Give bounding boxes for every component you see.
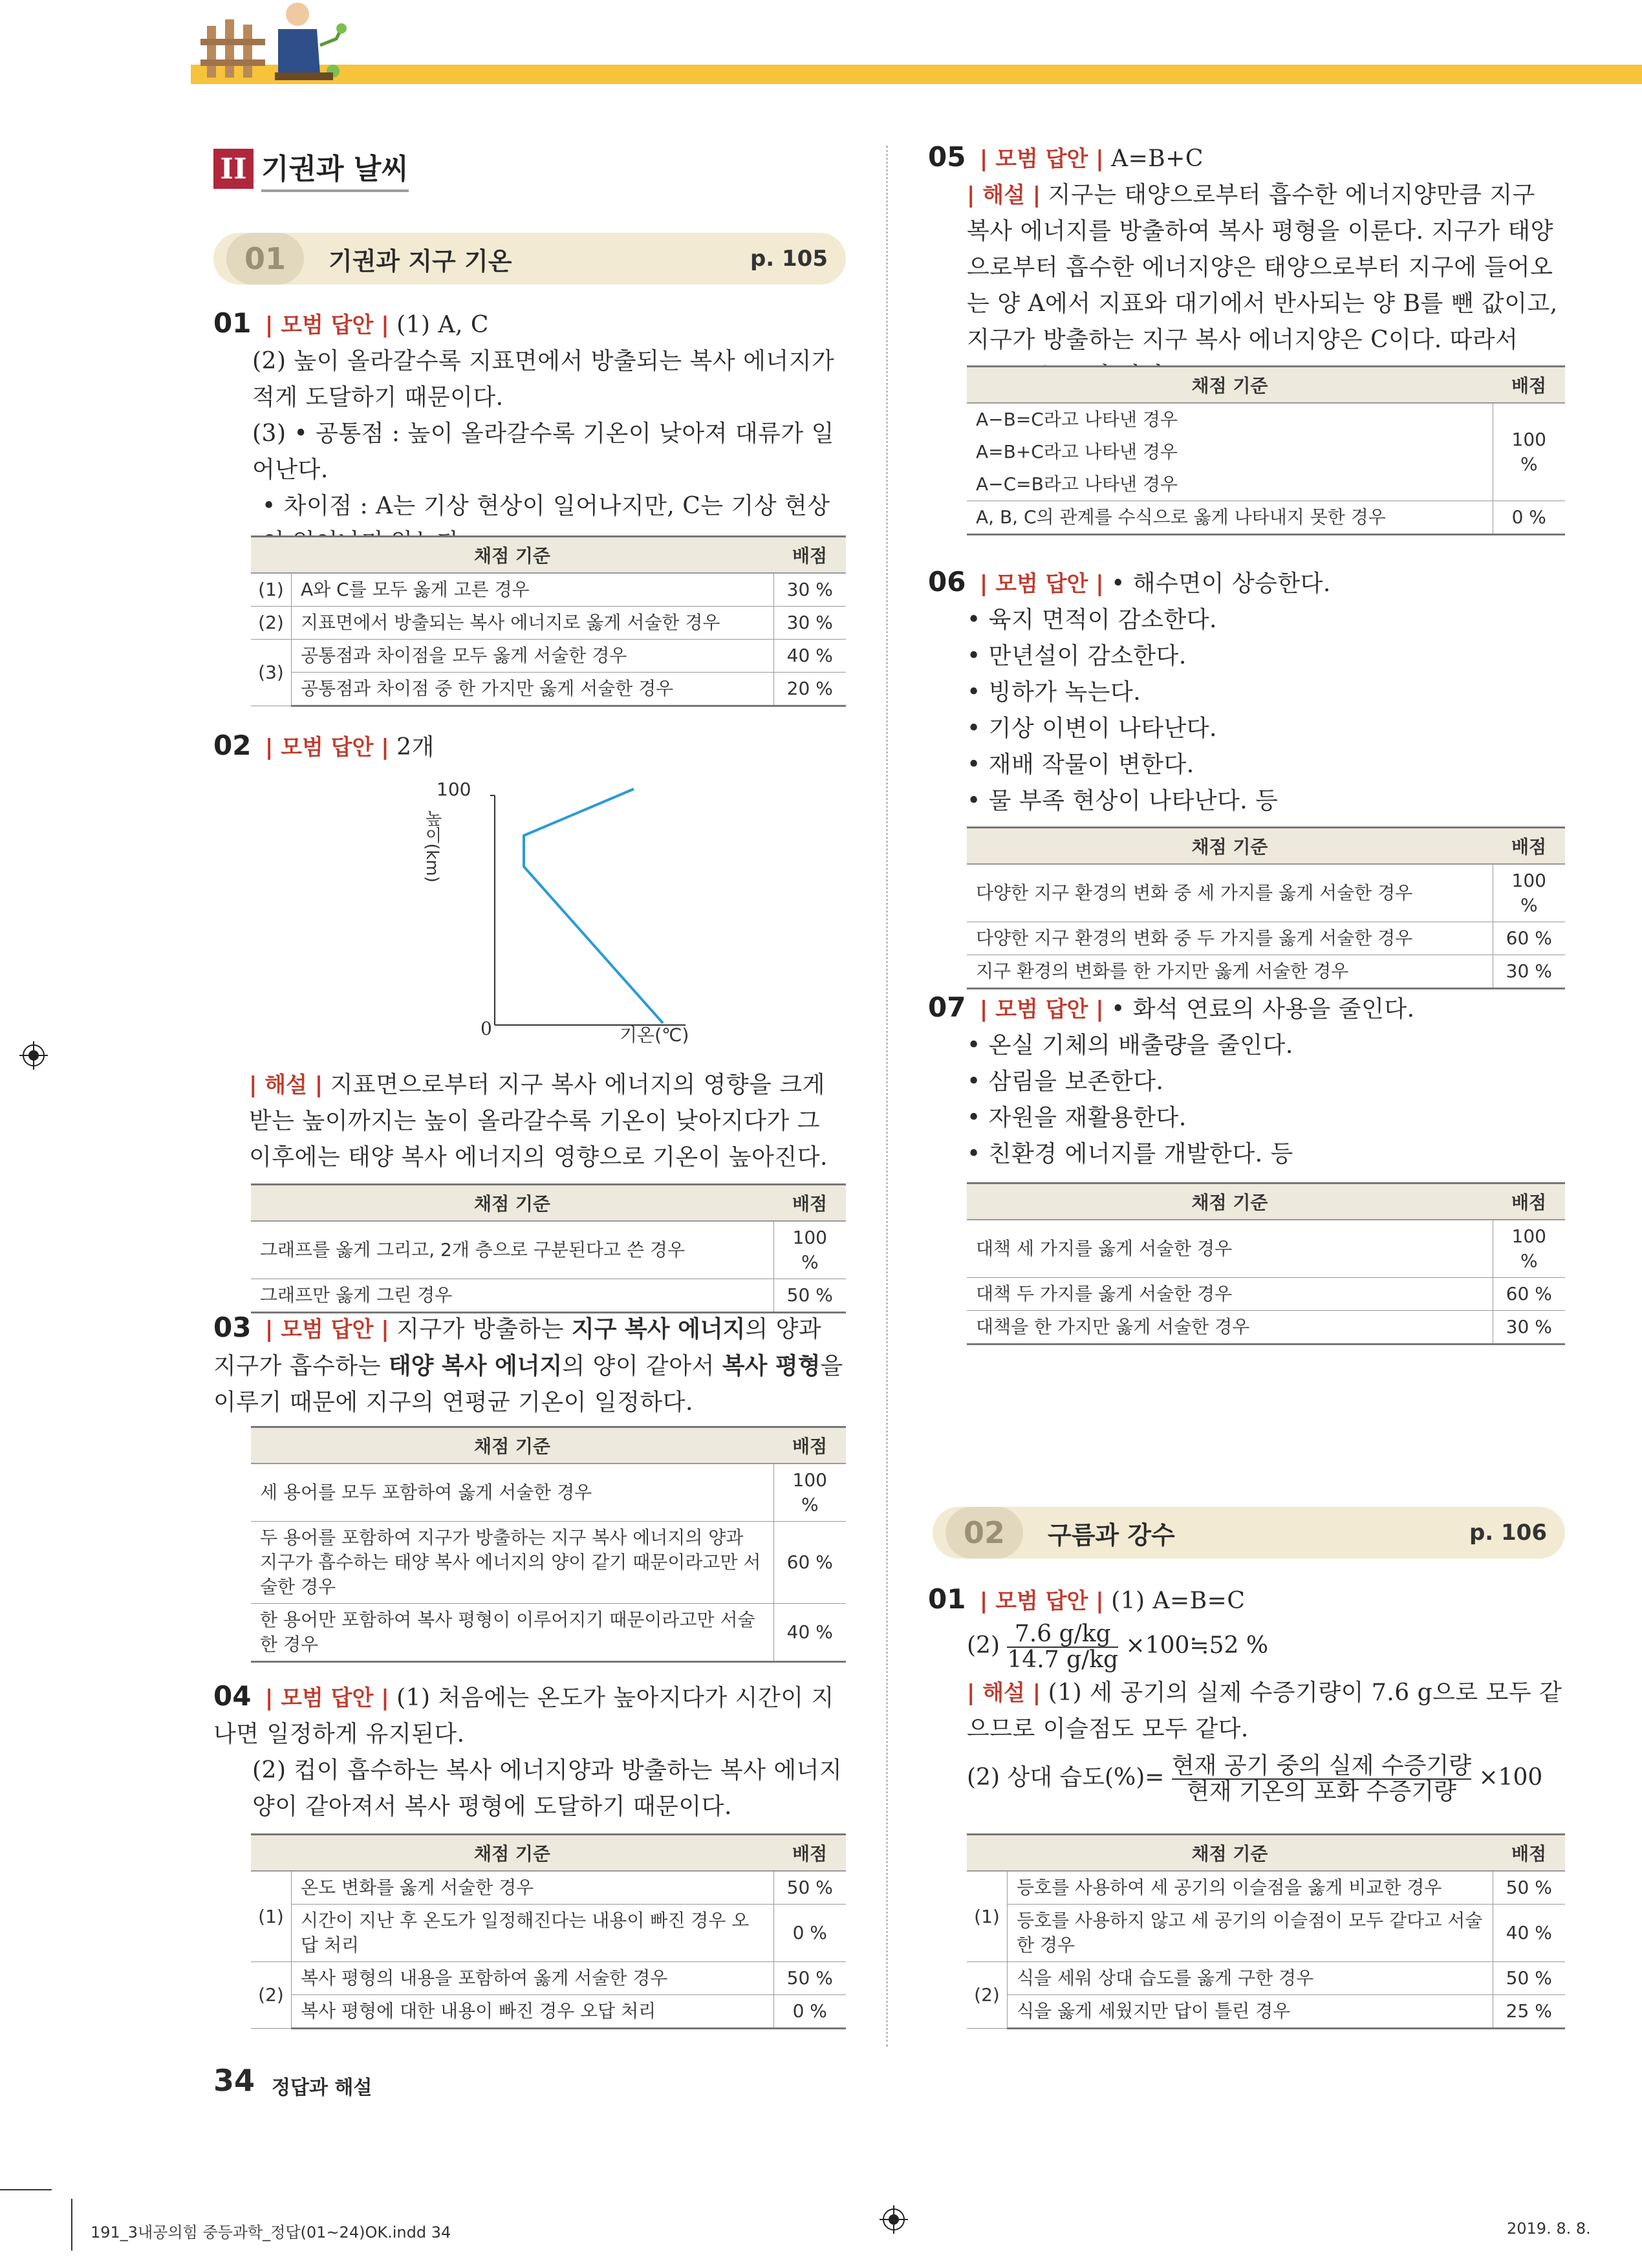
list-item: • 육지 면적이 감소한다. <box>967 607 1217 633</box>
list-item: • 재배 작물이 변한다. <box>967 751 1194 778</box>
sub-label: (1) <box>251 1871 292 1962</box>
criteria-cell: 지표면에서 방출되는 복사 에너지로 옳게 서술한 경우 <box>292 607 774 640</box>
table-row <box>967 1311 1565 1345</box>
model-answer-label: | 모범 답안 | <box>979 997 1104 1022</box>
table-row <box>251 1905 846 1962</box>
points-cell: 20 % <box>773 673 846 706</box>
points-cell: 100 % <box>1493 864 1565 922</box>
denominator: 현재 기온의 포화 수증기량 <box>1187 1778 1456 1805</box>
points-header: 배점 <box>773 1185 846 1222</box>
points-cell: 40 % <box>773 1604 846 1662</box>
criteria-header: 채점 기준 <box>967 367 1493 404</box>
question-number: 05 <box>928 141 966 173</box>
model-answer-label: | 모범 답안 | <box>979 1588 1104 1614</box>
answer-text: (2) 컵이 흡수하는 복사 에너지양과 방출하는 복사 에너지양이 같아져서 복사 평형에 도달하기 때문이다. <box>252 1757 843 1820</box>
section-number: 02 <box>945 1507 1023 1559</box>
points-cell: 60 % <box>1493 922 1565 955</box>
table-row <box>967 1278 1565 1311</box>
registration-mark-icon <box>880 2205 908 2234</box>
answer-text: (1) A=B=C <box>1111 1588 1246 1614</box>
section-page: p. 106 <box>1469 1520 1547 1546</box>
list-item: • 친환경 에너지를 개발한다. 등 <box>967 1141 1293 1167</box>
section-bar-02 <box>933 1507 1565 1559</box>
model-answer-label: | 모범 답안 | <box>265 312 389 338</box>
criteria-header: 채점 기준 <box>251 1427 773 1464</box>
explanation-text: 지표면으로부터 지구 복사 에너지의 영향을 크게 받는 높이까지는 높이 올라갈수록 기온이 낮아지다가 그 이후에는 태양 복사 에너지의 영향으로 기온이 높아진다. <box>249 1072 828 1171</box>
table-row <box>251 1463 846 1522</box>
table-row <box>251 640 846 673</box>
points-cell: 50 % <box>773 1962 846 1995</box>
criteria-cell: 대책 두 가지를 옳게 서술한 경우 <box>967 1278 1493 1311</box>
criteria-cell: A−C=B라고 나타낸 경우 <box>967 468 1493 501</box>
points-cell: 30 % <box>773 607 846 640</box>
scoring-table-s1-q06 <box>967 826 1565 989</box>
table-row <box>967 1220 1565 1278</box>
sub-label: (2) <box>251 1962 292 2029</box>
points-cell: 60 % <box>1493 1278 1565 1311</box>
question-02 <box>213 728 846 766</box>
scoring-table-s1-q04 <box>251 1833 846 2029</box>
criteria-cell: 그래프를 옳게 그리고, 2개 층으로 구분된다고 쓴 경우 <box>251 1221 773 1279</box>
points-cell: 40 % <box>773 640 846 673</box>
formula-part: ×100≒52 % <box>1125 1632 1269 1659</box>
criteria-cell: 온도 변화를 옳게 서술한 경우 <box>292 1871 774 1905</box>
keyword: 복사 평형 <box>722 1352 821 1379</box>
criteria-header: 채점 기준 <box>967 1835 1493 1872</box>
criteria-cell: 두 용어를 포함하여 지구가 방출하는 지구 복사 에너지의 양과 지구가 흡수하는 태양 복사 에너지의 양이 같기 때문이라고만 서술한 경우 <box>251 1522 773 1604</box>
temperature-profile-line <box>524 789 663 1023</box>
question-number: 06 <box>928 566 966 598</box>
question-number: 02 <box>213 729 252 761</box>
table-row <box>967 468 1565 501</box>
formula-part: (2) 상대 습도(%)= <box>967 1764 1165 1791</box>
table-row <box>967 1995 1565 2029</box>
table-row <box>967 864 1565 922</box>
explanation-text: 지구는 태양으로부터 흡수한 에너지양만큼 지구 복사 에너지를 방출하여 복사 평형을 이룬다. 지구가 태양으로부터 흡수한 에너지양은 태양으로부터 지구에 들어오는 양 A에서 지표와 대기에서 반사되는 양 B를 뺀 값이고, 지구가 방출하는 지구 복사 에너지양은 C이다. 따라서 <box>967 182 1558 353</box>
criteria-cell: 한 용어만 포함하여 복사 평형이 이루어지기 때문이라고만 서술한 경우 <box>251 1604 773 1662</box>
criteria-cell: A, B, C의 관계를 수식으로 옳게 나타내지 못한 경우 <box>967 501 1493 535</box>
question-06 <box>928 564 1565 819</box>
gardener-illustration <box>188 0 356 87</box>
section-number: 01 <box>226 233 304 285</box>
points-header: 배점 <box>1493 1183 1565 1220</box>
unit-badge: II <box>213 149 254 189</box>
scoring-table-s1-q07 <box>967 1182 1565 1345</box>
answer-text: 2개 <box>396 734 435 761</box>
table-row <box>251 1604 846 1662</box>
x-axis-label: 기온(℃) <box>620 1024 689 1046</box>
sub-label: (3) <box>251 640 292 706</box>
numerator: 7.6 g/kg <box>1007 1622 1118 1648</box>
scoring-table-s1-q01 <box>251 535 846 707</box>
question-number: 04 <box>213 1680 252 1712</box>
column-divider <box>886 146 888 2047</box>
points-header: 배점 <box>1493 1835 1565 1872</box>
answer-text: 을 이루기 때문에 지구의 연평균 기온이 일정하다. <box>213 1353 843 1416</box>
list-item: • 해수면이 상승한다. <box>1111 570 1331 597</box>
points-header: 배점 <box>773 537 846 574</box>
formula-part: ×100 <box>1478 1764 1543 1791</box>
table-row <box>251 1995 846 2029</box>
section-title: 기권과 지구 기온 <box>329 246 512 275</box>
crop-mark <box>0 2189 52 2190</box>
points-cell: 0 % <box>773 1995 846 2029</box>
explanation-formula <box>928 1754 1565 1804</box>
points-cell: 100 % <box>1493 1220 1565 1278</box>
unit-heading <box>213 146 409 192</box>
model-answer-label: | 모범 답안 | <box>265 735 389 761</box>
criteria-cell: 식을 세워 상대 습도를 옳게 구한 경우 <box>1008 1962 1493 1995</box>
list-item: • 온실 기체의 배출량을 줄인다. <box>967 1032 1293 1059</box>
table-row <box>251 573 846 607</box>
table-row <box>967 922 1565 955</box>
table-row <box>967 436 1565 468</box>
s2-question-01 <box>928 1581 1565 1804</box>
print-filename: 191_3내공의힘 중등과학_정답(01~24)OK.indd 34 <box>91 2223 451 2241</box>
scoring-table-s2-q01 <box>967 1833 1565 2029</box>
table-row <box>967 501 1565 535</box>
answer-text: 지구가 방출하는 <box>396 1316 572 1343</box>
fraction <box>1007 1622 1118 1672</box>
scoring-table-s1-q02 <box>251 1183 846 1313</box>
points-cell: 100 % <box>773 1463 846 1522</box>
points-cell: 60 % <box>773 1522 846 1604</box>
y-axis-label: 높이(km) <box>422 810 442 883</box>
answer-text: (3) • 공통점 : 높이 올라갈수록 기온이 낮아져 대류가 일어난다. <box>252 420 834 483</box>
question-07 <box>928 989 1565 1172</box>
points-header: 배점 <box>773 1835 846 1872</box>
print-date: 2019. 8. 8. <box>1507 2219 1591 2238</box>
question-number: 01 <box>928 1583 966 1615</box>
section-page: p. 105 <box>750 246 828 272</box>
criteria-cell: 공통점과 차이점 중 한 가지만 옳게 서술한 경우 <box>292 673 774 706</box>
table-row <box>967 1962 1565 1995</box>
table-row <box>967 955 1565 989</box>
criteria-header: 채점 기준 <box>251 1185 773 1222</box>
scoring-table-s1-q03 <box>251 1426 846 1663</box>
criteria-cell: 대책 세 가지를 옳게 서술한 경우 <box>967 1220 1493 1278</box>
criteria-cell: 식을 옳게 세웠지만 답이 틀린 경우 <box>1008 1995 1493 2029</box>
fraction <box>1172 1754 1471 1804</box>
sub-label: (1) <box>967 1871 1008 1962</box>
table-row <box>251 673 846 706</box>
table-row <box>251 1522 846 1604</box>
header-band <box>191 65 1642 84</box>
criteria-cell: A와 C를 모두 옳게 고른 경우 <box>292 573 774 607</box>
question-04 <box>213 1678 846 1825</box>
table-row <box>251 1221 846 1279</box>
unit-title: 기권과 날씨 <box>261 146 409 192</box>
points-cell: 50 % <box>1493 1871 1565 1905</box>
explanation-label: | 해설 | <box>967 182 1041 208</box>
model-answer-label: | 모범 답안 | <box>265 1685 389 1711</box>
answer-text: (1) 처음에는 온도가 높아지다가 시간이 지나면 일정하게 유지된다. <box>213 1685 834 1747</box>
list-item: • 만년설이 감소한다. <box>967 643 1187 669</box>
points-cell: 50 % <box>1493 1962 1565 1995</box>
explanation-02 <box>249 1067 846 1176</box>
points-cell: 100 % <box>773 1221 846 1279</box>
crop-mark <box>71 2199 72 2251</box>
temperature-altitude-graph <box>414 770 711 1067</box>
list-item: • 물 부족 현상이 나타난다. 등 <box>967 788 1279 814</box>
criteria-cell: 그래프만 옳게 그린 경우 <box>251 1279 773 1313</box>
list-item: • 기상 이변이 나타난다. <box>967 715 1217 742</box>
criteria-cell: 지구 환경의 변화를 한 가지만 옳게 서술한 경우 <box>967 955 1493 989</box>
points-cell: 100 % <box>1493 403 1565 501</box>
table-row <box>251 1962 846 1995</box>
answer-text: 의 양이 같아서 <box>562 1353 722 1379</box>
criteria-cell: 다양한 지구 환경의 변화 중 세 가지를 옳게 서술한 경우 <box>967 864 1493 922</box>
question-05 <box>928 139 1565 394</box>
sub-label: (2) <box>967 1962 1008 2029</box>
answer-text: 의 양과 지구가 흡수하는 <box>213 1316 822 1379</box>
model-answer-label: | 모범 답안 | <box>979 571 1104 597</box>
footer-label: 정답과 해설 <box>272 2077 373 2099</box>
answer-text: (2) 높이 올라갈수록 지표면에서 방출되는 복사 에너지가 적게 도달하기 때문이다. <box>252 348 835 411</box>
points-cell: 30 % <box>1493 1311 1565 1345</box>
formula-part: (2) <box>967 1632 1000 1659</box>
answer-formula <box>928 1622 1565 1672</box>
sub-label: (1) <box>251 573 292 607</box>
table-row <box>967 1905 1565 1962</box>
question-number: 03 <box>213 1312 252 1343</box>
registration-mark-icon <box>19 1041 48 1070</box>
keyword: 지구 복사 에너지 <box>571 1315 746 1343</box>
points-header: 배점 <box>1493 828 1565 865</box>
list-item: • 자원을 재활용한다. <box>967 1105 1187 1131</box>
points-cell: 40 % <box>1493 1905 1565 1962</box>
criteria-cell: 다양한 지구 환경의 변화 중 두 가지를 옳게 서술한 경우 <box>967 922 1493 955</box>
question-number: 07 <box>928 991 966 1023</box>
answer-text: • 차이점 : A는 기상 현상이 일어나지만, C는 기상 현상 <box>262 493 830 519</box>
origin-label: 0 <box>481 1018 492 1039</box>
criteria-cell: 대책을 한 가지만 옳게 서술한 경우 <box>967 1311 1493 1345</box>
table-row <box>967 403 1565 436</box>
criteria-cell: 등호를 사용하지 않고 세 공기의 이슬점이 모두 같다고 서술한 경우 <box>1008 1905 1493 1962</box>
numerator: 현재 공기 중의 실제 수증기량 <box>1171 1753 1471 1779</box>
criteria-header: 채점 기준 <box>967 828 1493 865</box>
explanation-text: (1) 세 공기의 실제 수증기량이 7.6 g으로 모두 같으므로 이슬점도 모두 같다. <box>967 1679 1562 1742</box>
points-header: 배점 <box>1493 367 1565 404</box>
answer-text: A=B+C <box>1111 146 1204 172</box>
page-number: 34 <box>213 2063 255 2098</box>
question-number: 01 <box>213 307 252 339</box>
explanation-label: | 해설 | <box>967 1680 1041 1706</box>
points-cell: 50 % <box>773 1871 846 1905</box>
criteria-cell: 시간이 지난 후 온도가 일정해진다는 내용이 빠진 경우 오답 처리 <box>292 1905 774 1962</box>
table-row <box>251 1279 846 1313</box>
criteria-cell: 공통점과 차이점을 모두 옳게 서술한 경우 <box>292 640 774 673</box>
table-row <box>251 1871 846 1905</box>
list-item: • 삼림을 보존한다. <box>967 1068 1164 1095</box>
criteria-cell: A−B=C라고 나타낸 경우 <box>976 409 1178 430</box>
denominator: 14.7 g/kg <box>1007 1647 1119 1673</box>
points-cell: 25 % <box>1493 1995 1565 2029</box>
scoring-table-s1-q05 <box>967 365 1565 535</box>
points-cell: 0 % <box>773 1905 846 1962</box>
y-axis-tick: 100 <box>437 779 471 800</box>
answer-text: (1) A, C <box>396 312 489 338</box>
points-cell: 30 % <box>773 573 846 607</box>
sub-label: (2) <box>251 607 292 640</box>
criteria-cell: 세 용어를 모두 포함하여 옳게 서술한 경우 <box>251 1463 773 1522</box>
model-answer-label: | 모범 답안 | <box>979 146 1104 172</box>
list-item: • 화석 연료의 사용을 줄인다. <box>1111 996 1415 1022</box>
keyword: 태양 복사 에너지 <box>388 1352 563 1379</box>
criteria-header: 채점 기준 <box>251 537 773 574</box>
criteria-cell: 복사 평형에 대한 내용이 빠진 경우 오답 처리 <box>292 1995 774 2029</box>
points-cell: 30 % <box>1493 955 1565 989</box>
criteria-header: 채점 기준 <box>967 1183 1493 1220</box>
table-row <box>967 1871 1565 1905</box>
points-cell: 50 % <box>773 1279 846 1313</box>
criteria-cell: A=B+C라고 나타낸 경우 <box>976 441 1178 462</box>
criteria-cell: 등호를 사용하여 세 공기의 이슬점을 옳게 비교한 경우 <box>1008 1871 1493 1905</box>
explanation-label: | 해설 | <box>249 1072 323 1098</box>
model-answer-label: | 모범 답안 | <box>265 1317 389 1343</box>
points-header: 배점 <box>773 1427 846 1464</box>
section-bar-01 <box>213 233 846 285</box>
list-item: • 빙하가 녹는다. <box>967 679 1141 706</box>
table-row <box>251 607 846 640</box>
criteria-header: 채점 기준 <box>251 1835 773 1872</box>
criteria-cell: 복사 평형의 내용을 포함하여 옳게 서술한 경우 <box>292 1962 774 1995</box>
section-title: 구름과 강수 <box>1048 1520 1175 1550</box>
question-01 <box>213 305 846 561</box>
question-03 <box>213 1310 846 1421</box>
points-cell: 0 % <box>1493 501 1565 535</box>
